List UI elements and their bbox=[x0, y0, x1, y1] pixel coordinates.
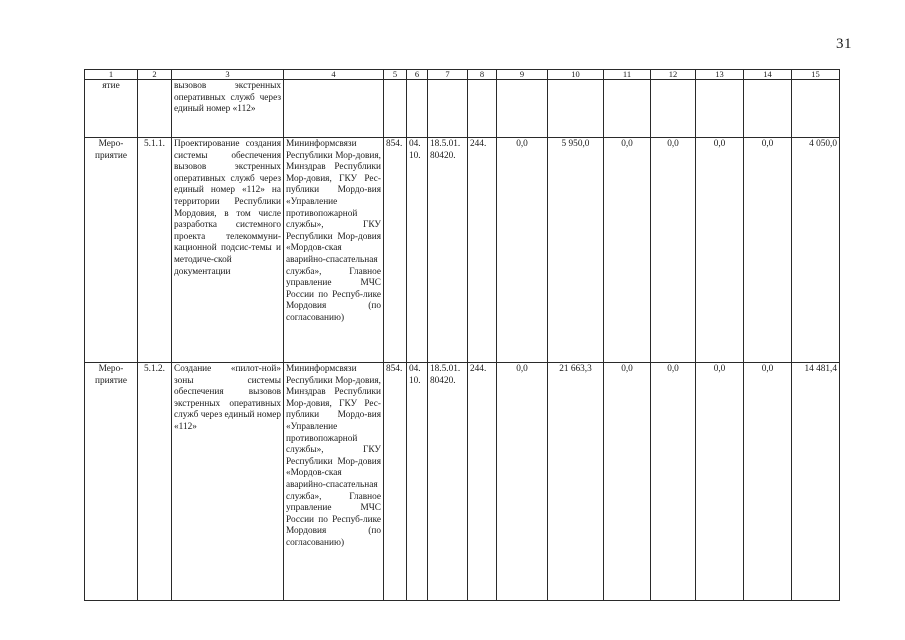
row-type-cell: Меро-приятие bbox=[85, 138, 138, 363]
table-row bbox=[85, 80, 840, 138]
row-value-cell: 4 050,0 bbox=[792, 138, 840, 363]
row-executor-cell: Мининформсвязи Республики Мор-довия, Минздрав Республики Мор-довия, ГКУ Рес-публики Мордо-вия «Управление противопожарной службы», ГКУ Республики Мор-довия «Мордов-ская аварийно-спасательная служба», Главное управление МЧС России по Респуб-лике Мордовия (по согласованию) bbox=[284, 138, 384, 363]
col-header: 4 bbox=[284, 70, 384, 80]
col-header: 5 bbox=[384, 70, 407, 80]
col-header: 3 bbox=[172, 70, 284, 80]
row-type-cell: ятие bbox=[85, 80, 138, 138]
row-value-cell bbox=[792, 80, 840, 138]
row-value-cell: 0,0 bbox=[604, 138, 651, 363]
row-csr-cell: 18.5.01. 80420. bbox=[428, 138, 468, 363]
row-value-cell: 0,0 bbox=[497, 363, 548, 601]
row-grbs-cell: 854. bbox=[384, 363, 407, 601]
row-value-cell: 14 481,4 bbox=[792, 363, 840, 601]
row-grbs-cell bbox=[384, 80, 407, 138]
col-header: 2 bbox=[138, 70, 172, 80]
row-rzpr-cell: 04. 10. bbox=[407, 363, 428, 601]
row-vr-cell: 244. bbox=[468, 363, 497, 601]
col-header: 13 bbox=[696, 70, 744, 80]
row-rzpr-cell: 04. 10. bbox=[407, 138, 428, 363]
col-header: 11 bbox=[604, 70, 651, 80]
row-grbs-cell: 854. bbox=[384, 138, 407, 363]
col-header: 14 bbox=[744, 70, 792, 80]
row-value-cell bbox=[696, 80, 744, 138]
table-row bbox=[85, 363, 840, 601]
col-header: 12 bbox=[651, 70, 696, 80]
row-value-cell: 0,0 bbox=[744, 138, 792, 363]
row-value-cell bbox=[651, 80, 696, 138]
row-value-cell: 0,0 bbox=[651, 363, 696, 601]
row-value-cell: 0,0 bbox=[696, 363, 744, 601]
row-vr-cell bbox=[468, 80, 497, 138]
col-header: 6 bbox=[407, 70, 428, 80]
budget-table bbox=[84, 69, 840, 601]
row-executor-cell: Мининформсвязи Республики Мор-довия, Минздрав Республики Мор-довия, ГКУ Рес-публики Мордо-вия «Управление противопожарной службы», ГКУ Республики Мор-довия «Мордов-ская аварийно-спасательная служба», Главное управление МЧС России по Респуб-лике Мордовия (по согласованию) bbox=[284, 363, 384, 601]
row-title-cell: Проектирование создания системы обеспечения вызовов экстренных оперативных служб через единый номер «112» на территории Республики Мордовия, в том числе разработка системного проекта телекоммуни-кационной подсис-темы и методиче-ской документации bbox=[172, 138, 284, 363]
row-value-cell: 21 663,3 bbox=[548, 363, 604, 601]
row-vr-cell: 244. bbox=[468, 138, 497, 363]
row-value-cell: 0,0 bbox=[497, 138, 548, 363]
row-code-cell: 5.1.1. bbox=[138, 138, 172, 363]
row-value-cell: 0,0 bbox=[604, 363, 651, 601]
row-value-cell bbox=[604, 80, 651, 138]
row-value-cell bbox=[548, 80, 604, 138]
table-row bbox=[85, 138, 840, 363]
row-executor-cell bbox=[284, 80, 384, 138]
col-header: 7 bbox=[428, 70, 468, 80]
row-value-cell: 0,0 bbox=[651, 138, 696, 363]
page-number: 31 bbox=[836, 36, 852, 52]
row-code-cell bbox=[138, 80, 172, 138]
row-csr-cell bbox=[428, 80, 468, 138]
row-csr-cell: 18.5.01. 80420. bbox=[428, 363, 468, 601]
row-value-cell: 5 950,0 bbox=[548, 138, 604, 363]
row-value-cell: 0,0 bbox=[696, 138, 744, 363]
row-value-cell bbox=[497, 80, 548, 138]
col-header: 9 bbox=[497, 70, 548, 80]
row-title-cell: Создание «пилот-ной» зоны системы обеспечения вызовов экстренных оперативных служб через единый номер «112» bbox=[172, 363, 284, 601]
row-type-cell: Меро-приятие bbox=[85, 363, 138, 601]
row-code-cell: 5.1.2. bbox=[138, 363, 172, 601]
col-header: 8 bbox=[468, 70, 497, 80]
column-number-row bbox=[85, 70, 840, 80]
row-value-cell: 0,0 bbox=[744, 363, 792, 601]
row-value-cell bbox=[744, 80, 792, 138]
col-header: 10 bbox=[548, 70, 604, 80]
col-header: 15 bbox=[792, 70, 840, 80]
row-rzpr-cell bbox=[407, 80, 428, 138]
row-title-cell: вызовов экстренных оперативных служб через единый номер «112» bbox=[172, 80, 284, 138]
col-header: 1 bbox=[85, 70, 138, 80]
